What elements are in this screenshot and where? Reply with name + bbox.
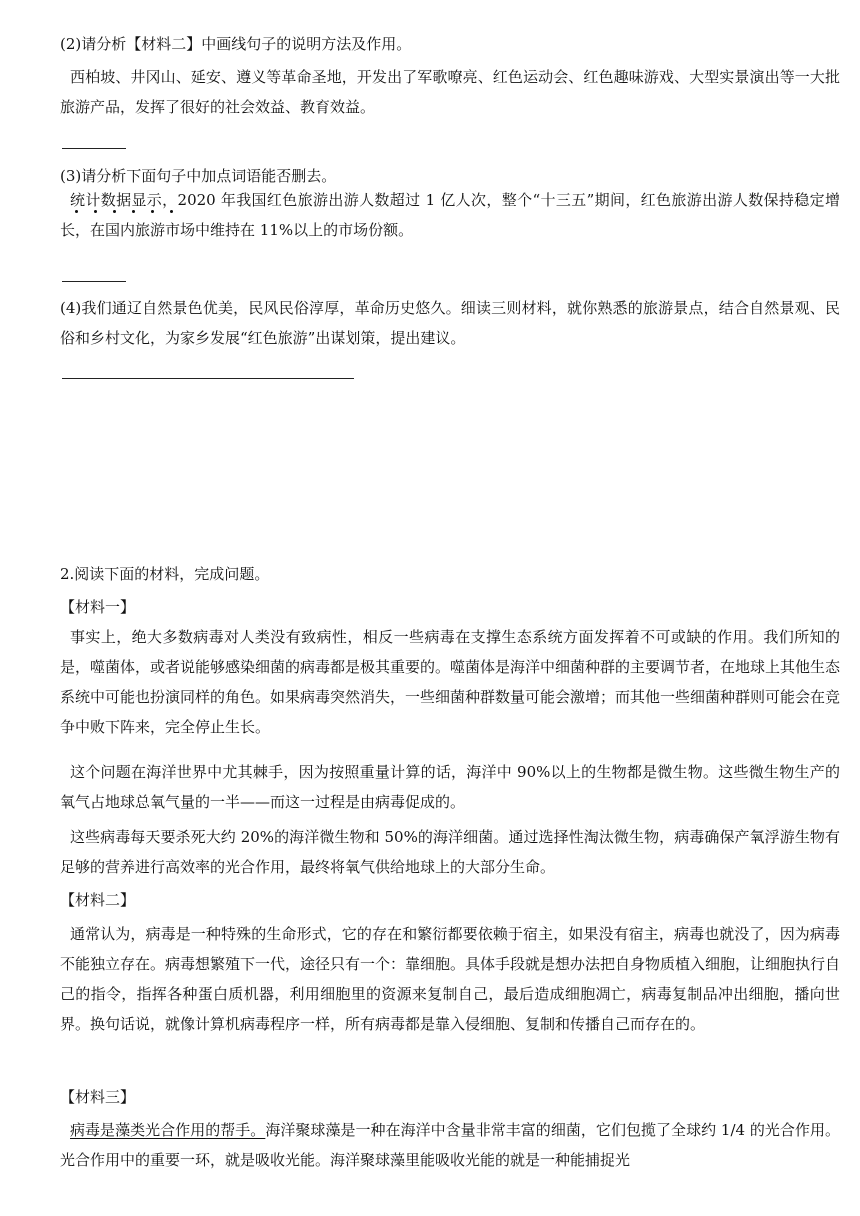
answer-line-q4[interactable] (62, 378, 354, 379)
material-3-paragraph-1 (60, 1115, 840, 1175)
section-2-title: 2.阅读下面的材料，完成问题。 (60, 565, 270, 583)
material-1-paragraph-3: 这些病毒每天要杀死大约 20%的海洋微生物和 50%的海洋细菌。通过选择性淘汰微生物，病毒确保产氧浮游生物有足够的营养进行高效率的光合作用，最终将氧气供给地球上的大部分生命。 (60, 828, 840, 876)
material-1-heading: 【材料一】 (60, 598, 136, 616)
material-2-paragraph-1: 通常认为，病毒是一种特殊的生命形式，它的存在和繁衍都要依赖于宿主，如果没有宿主，病毒也就没了，因为病毒不能独立存在。病毒想繁殖下一代，途径只有一个：靠细胞。具体手段就是想办法把自身物质植入细胞，让细胞执行自己的指令，指挥各种蛋白质机器，利用细胞里的资源来复制自己，最后造成细胞凋亡，病毒复制品冲出细胞，播向世界。换句话说，就像计算机病毒程序一样，所有病毒都是靠入侵细胞、复制和传播自己而存在的。 (60, 925, 841, 1033)
q3-prompt: (3)请分析下面句子中加点词语能否删去。 (60, 167, 337, 185)
answer-line-q3[interactable] (62, 281, 126, 282)
material-2-heading: 【材料二】 (60, 891, 136, 909)
q3-dotted-phrase: 统计数据显示 (70, 191, 163, 209)
material-1-paragraph-1: 事实上，绝大多数病毒对人类没有致病性，相反一些病毒在支撑生态系统方面发挥着不可或缺的作用。我们所知的是，噬菌体，或者说能够感染细菌的病毒都是极其重要的。噬菌体是海洋中细菌种群的主要调节者，在地球上其他生态系统中可能也扮演同样的角色。如果病毒突然消失，一些细菌种群数量可能会激增；而其他一些细菌种群则可能会在竞争中败下阵来，完全停止生长。 (60, 628, 841, 736)
answer-line-q2[interactable] (62, 148, 126, 149)
q2-prompt: (2)请分析【材料二】中画线句子的说明方法及作用。 (60, 35, 412, 53)
material-3-heading: 【材料三】 (60, 1088, 136, 1106)
material-3-paragraph-rest: 海洋聚球藻是一种在海洋中含量非常丰富的细菌，它们包揽了全球约 1/4 的光合作用。光合作用中的重要一环，就是吸收光能。海洋聚球藻里能吸收光能的就是一种能捕捉光 (60, 1121, 840, 1169)
q3-sentence-rest: ，2020 年我国红色旅游出游人数超过 1 亿人次，整个“十三五”期间，红色旅游出游人数保持稳定增长，在国内旅游市场中维持在 11%以上的市场份额。 (60, 191, 840, 239)
q4-text: (4)我们通辽自然景色优美，民风民俗淳厚，革命历史悠久。细读三则材料，就你熟悉的旅游景点，结合自然景观、民俗和乡村文化，为家乡发展“红色旅游”出谋划策，提出建议。 (60, 299, 840, 347)
emphasis-dots (70, 210, 182, 216)
q2-quote: 西柏坡、井冈山、延安、遵义等革命圣地，开发出了军歌嘹亮、红色运动会、红色趣味游戏、大型实景演出等一大批旅游产品，发挥了很好的社会效益、教育效益。 (60, 68, 840, 116)
material-3-underlined-sentence: 病毒是藻类光合作用的帮手。 (70, 1121, 266, 1139)
material-1-paragraph-2: 这个问题在海洋世界中尤其棘手，因为按照重量计算的话，海洋中 90%以上的生物都是微生物。这些微生物生产的氧气占地球总氧气量的一半——而这一过程是由病毒促成的。 (60, 763, 840, 811)
